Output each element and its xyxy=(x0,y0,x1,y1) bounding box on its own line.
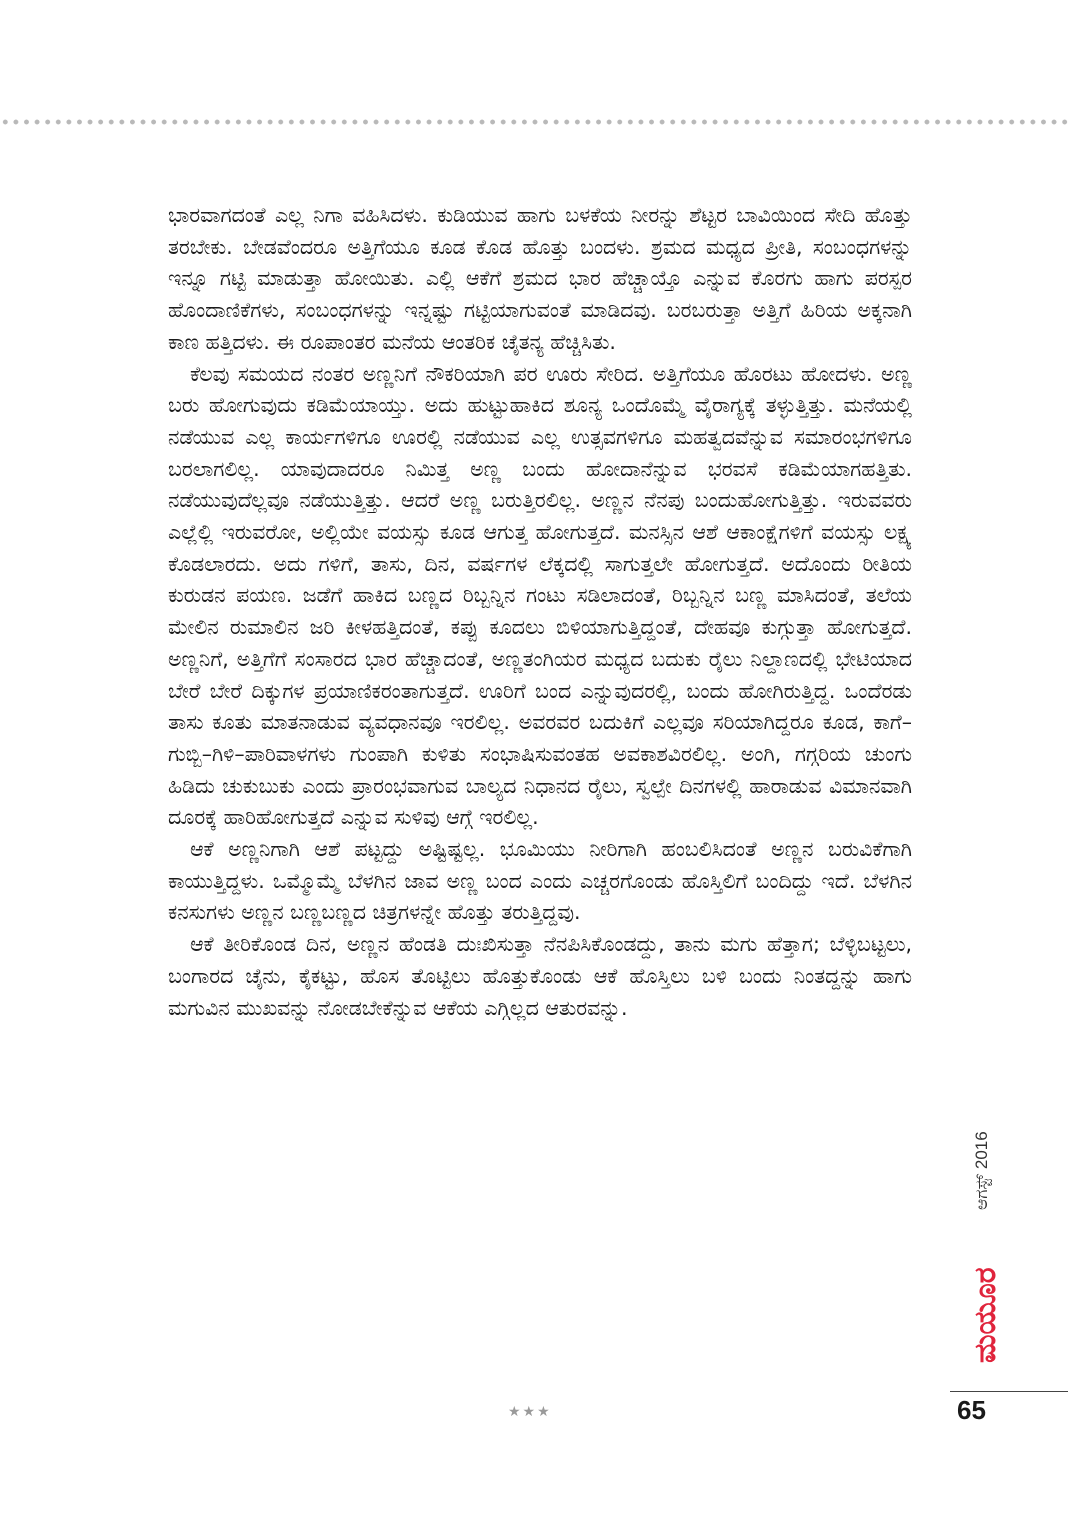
page-number: 65 xyxy=(957,1395,986,1425)
paragraph-4: ಆಕೆ ತೀರಿಕೊಂಡ ದಿನ, ಅಣ್ಣನ ಹೆಂಡತಿ ದುಃಖಿಸುತ್ತಾ ನೆನಪಿಸಿಕೊಂಡದ್ದು, ತಾನು ಮಗು ಹೆತ್ತಾಗ; ಬೆಳ್ಳಿಬಟ್ಟಲು, ಬಂಗಾರದ ಚೈನು, ಕೈಕಟ್ಟು, ಹೊಸ ತೊಟ್ಟಿಲು ಹೊತ್ತುಕೊಂಡು ಆಕೆ ಹೊಸ್ತಿಲು ಬಳಿ ಬಂದು ನಿಂತದ್ದನ್ನು ಹಾಗು ಮಗುವಿನ ಮುಖವನ್ನು ನೋಡಬೇಕೆನ್ನುವ ಆಕೆಯ ಎಗ್ಗಿಲ್ಲದ ಆತುರವನ್ನು. xyxy=(168,932,912,1020)
magazine-logo: ಮಯೂರ xyxy=(968,1267,1003,1364)
article-body xyxy=(168,200,912,1024)
dotted-header-rule xyxy=(0,118,1072,126)
end-of-article-stars: ★★★ xyxy=(508,1404,552,1420)
paragraph-2: ಕೆಲವು ಸಮಯದ ನಂತರ ಅಣ್ಣನಿಗೆ ನೌಕರಿಯಾಗಿ ಪರ ಊರು ಸೇರಿದ. ಅತ್ತಿಗೆಯೂ ಹೊರಟು ಹೋದಳು. ಅಣ್ಣ ಬರು ಹೋಗುವುದು ಕಡಿಮೆಯಾಯ್ತು. ಅದು ಹುಟ್ಟುಹಾಕಿದ ಶೂನ್ಯ ಒಂದೊಮ್ಮೆ ವೈರಾಗ್ಯಕ್ಕೆ ತಳ್ಳುತ್ತಿತ್ತು. ಮನೆಯಲ್ಲಿ ನಡೆಯುವ ಎಲ್ಲ ಕಾರ್ಯಗಳಿಗೂ ಊರಲ್ಲಿ ನಡೆಯುವ ಎಲ್ಲ ಉತ್ಸವಗಳಿಗೂ ಮಹತ್ವದವೆನ್ನುವ ಸಮಾರಂಭಗಳಿಗೂ ಬರಲಾಗಲಿಲ್ಲ. ಯಾವುದಾದರೂ ನಿಮಿತ್ತ ಅಣ್ಣ ಬಂದು ಹೋದಾನೆನ್ನುವ ಭರವಸೆ ಕಡಿಮೆಯಾಗಹತ್ತಿತು. ನಡೆಯುವುದೆಲ್ಲವೂ ನಡೆಯುತ್ತಿತ್ತು. ಆದರೆ ಅಣ್ಣ ಬರುತ್ತಿರಲಿಲ್ಲ. ಅಣ್ಣನ ನೆನಪು ಬಂದುಹೋಗುತ್ತಿತ್ತು. ಇರುವವರು ಎಲ್ಲೆಲ್ಲಿ ಇರುವರೋ, ಅಲ್ಲಿಯೇ ವಯಸ್ಸು ಕೂಡ ಆಗುತ್ತ ಹೋಗುತ್ತದೆ. ಮನಸ್ಸಿನ ಆಶೆ ಆಕಾಂಕ್ಷೆಗಳಿಗೆ ವಯಸ್ಸು ಲಕ್ಷ್ಯ ಕೊಡಲಾರದು. ಅದು ಗಳಿಗೆ, ತಾಸು, ದಿನ, ವರ್ಷಗಳ ಲೆಕ್ಕದಲ್ಲಿ ಸಾಗುತ್ತಲೇ ಹೋಗುತ್ತದೆ. ಅದೊಂದು ರೀತಿಯ ಕುರುಡನ ಪಯಣ. ಜಡೆಗೆ ಹಾಕಿದ ಬಣ್ಣದ ರಿಬ್ಬನ್ನಿನ ಗಂಟು ಸಡಿಲಾದಂತೆ, ರಿಬ್ಬನ್ನಿನ ಬಣ್ಣ ಮಾಸಿದಂತೆ, ತಲೆಯ ಮೇಲಿನ ರುಮಾಲಿನ ಜರಿ ಕೀಳಹತ್ತಿದಂತೆ, ಕಪ್ಪು ಕೂದಲು ಬಿಳಿಯಾಗುತ್ತಿದ್ದಂತೆ, ದೇಹವೂ ಕುಗ್ಗುತ್ತಾ ಹೋಗುತ್ತದೆ. ಅಣ್ಣನಿಗೆ, ಅತ್ತಿಗೆಗೆ ಸಂಸಾರದ ಭಾರ ಹೆಚ್ಚಾದಂತೆ, ಅಣ್ಣತಂಗಿಯರ ಮಧ್ಯದ ಬದುಕು ರೈಲು ನಿಲ್ದಾಣದಲ್ಲಿ ಭೇಟಿಯಾದ ಬೇರೆ ಬೇರೆ ದಿಕ್ಕುಗಳ ಪ್ರಯಾಣಿಕರಂತಾಗುತ್ತದೆ. ಊರಿಗೆ ಬಂದ ಎನ್ನುವುದರಲ್ಲಿ, ಬಂದು ಹೋಗಿರುತ್ತಿದ್ದ. ಒಂದೆರಡು ತಾಸು ಕೂತು ಮಾತನಾಡುವ ವ್ಯವಧಾನವೂ ಇರಲಿಲ್ಲ. ಅವರವರ ಬದುಕಿಗೆ ಎಲ್ಲವೂ ಸರಿಯಾಗಿದ್ದರೂ ಕೂಡ, ಕಾಗೆ–ಗುಬ್ಬಿ–ಗಿಳಿ–ಪಾರಿವಾಳಗಳು ಗುಂಪಾಗಿ ಕುಳಿತು ಸಂಭಾಷಿಸುವಂತಹ ಅವಕಾಶವಿರಲಿಲ್ಲ. ಅಂಗಿ, ಗಗ್ಗರಿಯ ಚುಂಗು ಹಿಡಿದು ಚುಕುಬುಕು ಎಂದು ಪ್ರಾರಂಭವಾಗುವ ಬಾಲ್ಯದ ನಿಧಾನದ ರೈಲು, ಸ್ವಲ್ಪೇ ದಿನಗಳಲ್ಲಿ ಹಾರಾಡುವ ವಿಮಾನವಾಗಿ ದೂರಕ್ಕೆ ಹಾರಿಹೋಗುತ್ತದೆ ಎನ್ನುವ ಸುಳಿವು ಆಗ್ಗೆ ಇರಲಿಲ್ಲ. xyxy=(168,361,912,830)
page-number-rule xyxy=(950,1391,1068,1392)
paragraph-3: ಆಕೆ ಅಣ್ಣನಿಗಾಗಿ ಆಶೆ ಪಟ್ಟದ್ದು ಅಷ್ಟಿಷ್ಟಲ್ಲ. ಭೂಮಿಯು ನೀರಿಗಾಗಿ ಹಂಬಲಿಸಿದಂತೆ ಅಣ್ಣನ ಬರುವಿಕೆಗಾಗಿ ಕಾಯುತ್ತಿದ್ದಳು. ಒಮ್ಮೊಮ್ಮೆ ಬೆಳಗಿನ ಜಾವ ಅಣ್ಣ ಬಂದ ಎಂದು ಎಚ್ಚರಗೊಂಡು ಹೊಸ್ತಿಲಿಗೆ ಬಂದಿದ್ದು ಇದೆ. ಬೆಳಗಿನ ಕನಸುಗಳು ಅಣ್ಣನ ಬಣ್ಣಬಣ್ಣದ ಚಿತ್ರಗಳನ್ನೇ ಹೊತ್ತು ತರುತ್ತಿದ್ದವು. xyxy=(168,837,912,925)
paragraph-1: ಭಾರವಾಗದಂತೆ ಎಲ್ಲ ನಿಗಾ ವಹಿಸಿದಳು. ಕುಡಿಯುವ ಹಾಗು ಬಳಕೆಯ ನೀರನ್ನು ಶೆಟ್ಟರ ಬಾವಿಯಿಂದ ಸೇದಿ ಹೊತ್ತು ತರಬೇಕು. ಬೇಡವೆಂದರೂ ಅತ್ತಿಗೆಯೂ ಕೂಡ ಕೊಡ ಹೊತ್ತು ಬಂದಳು. ಶ್ರಮದ ಮಧ್ಯದ ಪ್ರೀತಿ, ಸಂಬಂಧಗಳನ್ನು ಇನ್ನೂ ಗಟ್ಟಿ ಮಾಡುತ್ತಾ ಹೋಯಿತು. ಎಲ್ಲಿ ಆಕೆಗೆ ಶ್ರಮದ ಭಾರ ಹೆಚ್ಚಾಯ್ತೊ ಎನ್ನುವ ಕೊರಗು ಹಾಗು ಪರಸ್ಪರ ಹೊಂದಾಣಿಕೆಗಳು, ಸಂಬಂಧಗಳನ್ನು ಇನ್ನಷ್ಟು ಗಟ್ಟಿಯಾಗುವಂತೆ ಮಾಡಿದವು. ಬರಬರುತ್ತಾ ಅತ್ತಿಗೆ ಹಿರಿಯ ಅಕ್ಕನಾಗಿ ಕಾಣ ಹತ್ತಿದಳು. ಈ ರೂಪಾಂತರ ಮನೆಯ ಆಂತರಿಕ ಚೈತನ್ಯ ಹೆಚ್ಚಿಸಿತು. xyxy=(168,203,912,354)
issue-date: ಆಗಸ್ಟ್ 2016 xyxy=(972,1131,991,1210)
